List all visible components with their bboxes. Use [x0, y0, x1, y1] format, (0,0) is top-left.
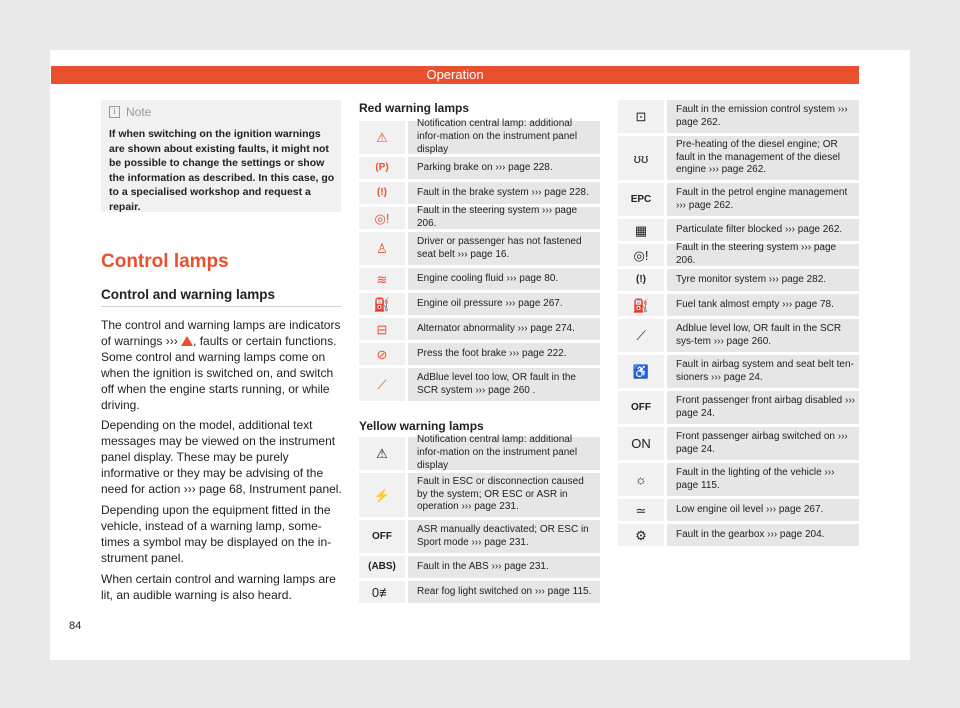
- lamp-row: [618, 463, 859, 496]
- yellow-lamps-continued-table: [618, 100, 859, 549]
- lamp-icon-cell: [359, 293, 405, 315]
- paragraph-2: Depending on the model, additional text messages may be viewed on the instrument panel display. These may be purely informative or they may be advising of the need for action ››› page 68, Instrument panel.: [101, 418, 342, 497]
- lamp-row: [359, 207, 600, 229]
- lamp-row: [618, 219, 859, 241]
- paragraph-1: [101, 318, 343, 413]
- lamp-icon-cell: [359, 182, 405, 204]
- particulate-filter-icon: ▦: [634, 222, 648, 238]
- lamp-row: [359, 118, 600, 155]
- lamp-description: Fault in airbag system and seat belt ten-sioners ››› page 24.: [667, 355, 859, 388]
- adblue-icon: ⟋: [377, 377, 387, 392]
- lamp-icon-cell: [359, 207, 405, 229]
- lamp-description: Notification central lamp: additional infor-mation on the instrument panel display: [408, 121, 600, 154]
- lamp-icon-cell: [618, 524, 664, 546]
- lamp-icon-cell: [618, 269, 664, 291]
- lamp-row: [618, 294, 859, 316]
- lamp-description: Front passenger airbag switched on ››› page 24.: [667, 427, 859, 460]
- lighting-fault-icon: ☼: [635, 472, 647, 487]
- lamp-description: Rear fog light switched on ››› page 115.: [408, 581, 600, 603]
- lamp-description: Low engine oil level ››› page 267.: [667, 499, 859, 521]
- lamp-row: [618, 269, 859, 291]
- lamp-icon-cell: [618, 183, 664, 216]
- lamp-row: [618, 391, 859, 424]
- lamp-row: [359, 343, 600, 365]
- warning-triangle-icon: [181, 336, 193, 346]
- lamp-icon-cell: [618, 319, 664, 352]
- red-lamps-title: Red warning lamps: [359, 101, 470, 115]
- note-text: If when switching on the ignition warnings are shown about existing faults, it might not be possible to change the settings or show the information as described. In this case, go to a specialised workshop and request a repair.: [109, 128, 335, 213]
- lamp-description: Press the foot brake ››› page 222.: [408, 343, 600, 365]
- lamp-icon-cell: [618, 391, 664, 424]
- lamp-description: Adblue level low, OR fault in the SCR sys-tem ››› page 260.: [667, 319, 859, 352]
- lamp-row: [359, 157, 600, 179]
- lamp-description: Pre-heating of the diesel engine; OR fault in the management of the diesel engine ››› page 262.: [667, 136, 859, 180]
- abs-icon: (ABS): [368, 561, 396, 572]
- lamp-description: Front passenger front airbag disabled ››› page 24.: [667, 391, 859, 424]
- lamp-icon-cell: [359, 556, 405, 578]
- lamp-description: Fault in ESC or disconnection caused by the system; OR ESC or ASR in operation ››› page 231.: [408, 473, 600, 517]
- lamp-row: [359, 520, 600, 553]
- lamp-row: [359, 268, 600, 290]
- lamp-icon-cell: [359, 318, 405, 340]
- note-box: [101, 100, 341, 212]
- adblue-icon: ⟋: [636, 328, 646, 343]
- parking-brake-icon: (P): [375, 162, 389, 173]
- lamp-icon-cell: [359, 268, 405, 290]
- lamp-row: [359, 368, 600, 401]
- note-header: [109, 105, 151, 119]
- paragraph-4: When certain control and warning lamps are lit, an audible warning is also heard.: [101, 571, 336, 602]
- lamp-description: Fault in the ABS ››› page 231.: [408, 556, 600, 578]
- gearbox-icon: ⚙: [635, 527, 647, 543]
- lamp-row: [618, 355, 859, 388]
- lamp-description: Fault in the lighting of the vehicle ››› page 115.: [667, 463, 859, 496]
- lamp-row: [618, 499, 859, 521]
- steering-fault-icon: ◎!: [633, 247, 649, 263]
- lamp-icon-cell: [359, 368, 405, 401]
- seat-belt-icon: ♙: [376, 241, 388, 256]
- yellow-lamps-title: Yellow warning lamps: [359, 419, 484, 433]
- lamp-icon-cell: [359, 437, 405, 470]
- lamp-description: Notification central lamp: additional infor-mation on the instrument panel display: [408, 437, 600, 470]
- battery-icon: ⊟: [376, 321, 388, 337]
- lamp-icon-cell: [618, 355, 664, 388]
- lamp-icon-cell: [359, 343, 405, 365]
- page-header: Operation: [51, 66, 859, 84]
- section-subtitle: Control and warning lamps: [101, 287, 276, 302]
- info-icon: i: [109, 106, 120, 118]
- lamp-description: Engine cooling fluid ››› page 80.: [408, 268, 600, 290]
- lamp-icon-cell: [618, 100, 664, 133]
- section-title: Control lamps: [101, 251, 229, 272]
- note-label: Note: [126, 105, 152, 119]
- lamp-icon-cell: [618, 136, 664, 180]
- paragraph-1-start: The control and warning lamps are indicators of warnings ›››: [101, 318, 341, 348]
- lamp-row: [618, 524, 859, 546]
- lamp-description: Particulate filter blocked ››› page 262.: [667, 219, 859, 241]
- fuel-icon: ⛽: [632, 297, 650, 313]
- lamp-description: Engine oil pressure ››› page 267.: [408, 293, 600, 315]
- lamp-description: Fault in the steering system ››› page 206.: [667, 244, 859, 266]
- page-number: 84: [69, 620, 82, 632]
- lamp-icon-cell: [618, 427, 664, 460]
- lamp-description: AdBlue level too low, OR fault in the SCR system ››› page 260 .: [408, 368, 600, 401]
- foot-brake-icon: ⊘: [376, 346, 388, 362]
- tyre-monitor-icon: (!): [636, 274, 646, 285]
- lamp-row: [359, 473, 600, 517]
- engine-icon: ⊡: [635, 109, 647, 124]
- esc-off-icon: OFF: [372, 530, 392, 542]
- lamp-row: [618, 319, 859, 352]
- rear-fog-icon: 0≢: [371, 584, 393, 600]
- lamp-row: [618, 183, 859, 216]
- airbag-icon: ♿: [632, 364, 650, 379]
- lamp-row: [359, 581, 600, 603]
- lamp-row: [618, 100, 859, 133]
- lamp-icon-cell: [359, 520, 405, 553]
- yellow-lamps-table: [359, 434, 600, 606]
- lamp-row: [359, 293, 600, 315]
- lamp-icon-cell: [359, 473, 405, 517]
- glow-plug-icon: ʊʊ: [633, 150, 649, 166]
- lamp-icon-cell: [359, 581, 405, 603]
- lamp-row: [359, 434, 600, 471]
- lamp-description: Fault in the emission control system ››› page 262.: [667, 100, 859, 133]
- warning-triangle-icon: ⚠: [376, 130, 388, 145]
- body-text: [101, 318, 343, 608]
- lamp-description: Fault in the brake system ››› page 228.: [408, 182, 600, 204]
- lamp-description: Fault in the gearbox ››› page 204.: [667, 524, 859, 546]
- lamp-icon-cell: [359, 121, 405, 154]
- lamp-icon-cell: [618, 219, 664, 241]
- lamp-icon-cell: [618, 499, 664, 521]
- airbag-off-icon: OFF: [631, 401, 651, 413]
- steering-fault-icon: ◎!: [374, 210, 390, 226]
- lamp-icon-cell: [618, 463, 664, 496]
- divider: [101, 306, 341, 307]
- lamp-description: Fault in the petrol engine management ››› page 262.: [667, 183, 859, 216]
- lamp-icon-cell: [618, 294, 664, 316]
- lamp-row: [618, 244, 859, 266]
- epc-icon: EPC: [630, 193, 652, 205]
- lamp-icon-cell: [359, 232, 405, 265]
- esc-icon: ⚡: [373, 487, 391, 503]
- lamp-row: [618, 136, 859, 180]
- lamp-row: [359, 556, 600, 578]
- lamp-icon-cell: [618, 244, 664, 266]
- coolant-icon: ≋: [376, 271, 388, 287]
- paragraph-3: Depending upon the equipment fitted in the vehicle, instead of a warning lamp, some-times a symbol may be displayed on the in-strument panel.: [101, 502, 332, 565]
- brake-fault-icon: (!): [377, 187, 387, 198]
- paragraph-1-end: , faults or certain functions. Some control and warning lamps come on when the ignition is switched on, and switch off when the engine starts running, or while driving.: [101, 333, 337, 412]
- lamp-description: ASR manually deactivated; OR ESC in Sport mode ››› page 231.: [408, 520, 600, 553]
- lamp-row: [618, 427, 859, 460]
- lamp-row: [359, 318, 600, 340]
- lamp-description: Fuel tank almost empty ››› page 78.: [667, 294, 859, 316]
- lamp-description: Tyre monitor system ››› page 282.: [667, 269, 859, 291]
- oil-level-icon: ≃: [635, 502, 647, 518]
- warning-triangle-icon: ⚠: [376, 446, 388, 461]
- lamp-description: Alternator abnormality ››› page 274.: [408, 318, 600, 340]
- lamp-description: Parking brake on ››› page 228.: [408, 157, 600, 179]
- lamp-row: [359, 232, 600, 265]
- lamp-description: Fault in the steering system ››› page 206.: [408, 207, 600, 229]
- lamp-row: [359, 182, 600, 204]
- airbag-on-icon: ON: [631, 436, 651, 451]
- red-lamps-table: [359, 118, 600, 404]
- lamp-icon-cell: [359, 157, 405, 179]
- lamp-description: Driver or passenger has not fastened seat belt ››› page 16.: [408, 232, 600, 265]
- oil-pressure-icon: ⛽: [373, 296, 391, 312]
